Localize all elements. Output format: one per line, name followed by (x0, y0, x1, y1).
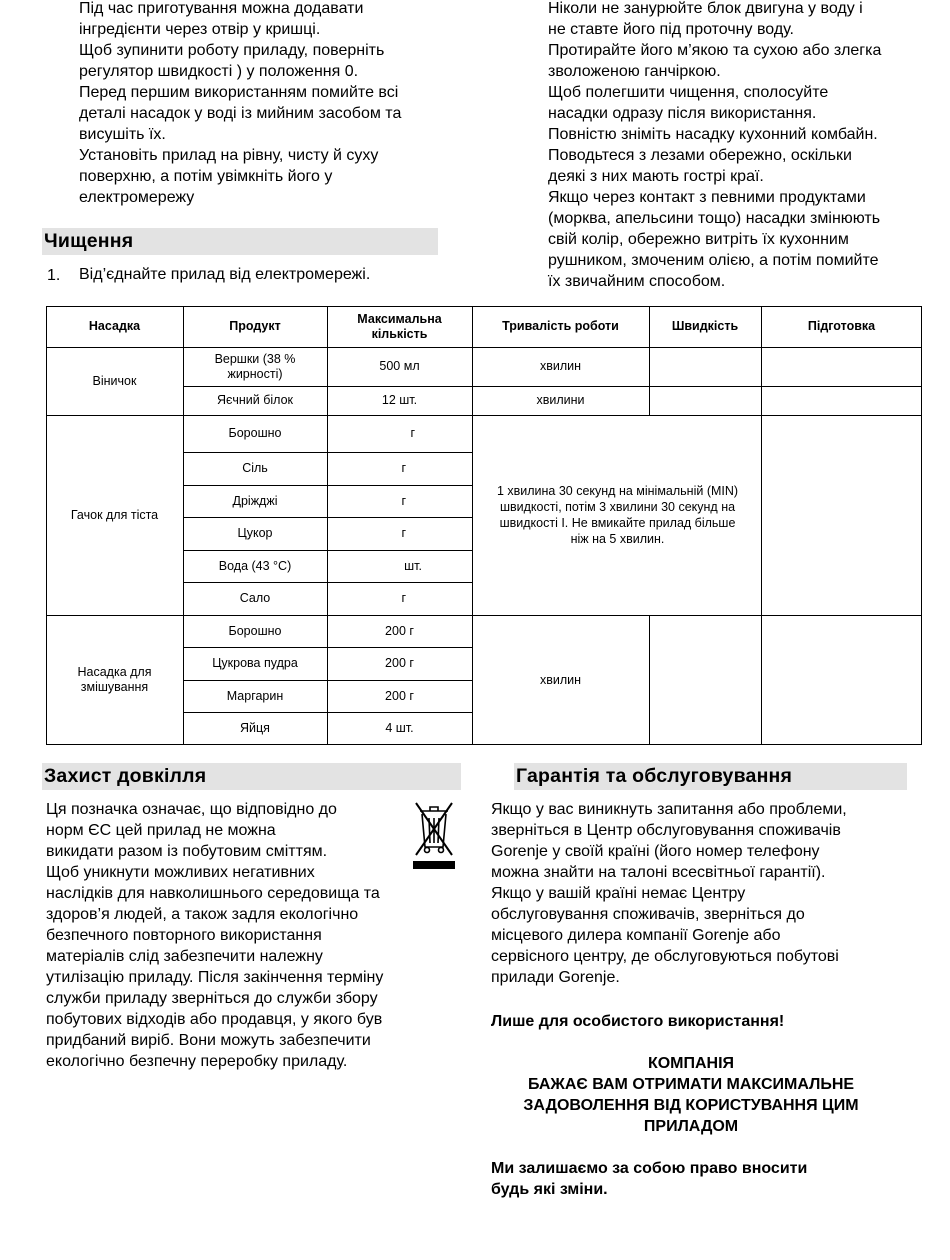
text-line: зволоженою ганчіркою. (548, 63, 721, 80)
text-line: їх звичайним способом. (548, 273, 726, 290)
text-line: норм ЄС цей прилад не можна (46, 822, 276, 839)
text-line: ПРИЛАДОМ (643, 1118, 739, 1135)
personal-use-note: Лише для особистого використання! (491, 1013, 785, 1030)
product-cell: Яйця (240, 721, 270, 735)
quantity-cell: 500 мл (379, 359, 420, 373)
product-cell: Борошно (228, 623, 282, 638)
text-line: свій колір, обережно витріть їх кухонним (548, 231, 849, 248)
company-message (491, 1053, 891, 1137)
text-line: Протирайте його м’якою та сухою або злегка (548, 42, 882, 59)
product-cell: Сіль (242, 461, 268, 475)
text-line: (морква, апельсини тощо) насадки змінюють (548, 210, 881, 227)
text-line: Ніколи не занурюйте блок двигуна у воду і (548, 0, 863, 17)
text-line: рушником, змоченим олією, а потім помийте (548, 252, 879, 269)
product-cell: Цукрова пудра (212, 656, 298, 670)
attachment-name: Гачок для тіста (70, 507, 159, 522)
column-header: Максимальна кількість (357, 311, 442, 341)
quantity-cell: 200 г (385, 623, 414, 638)
quantity-cell: г (401, 493, 406, 508)
product-cell: Цукор (237, 526, 273, 540)
text-line: екологічно безпечну переробку приладу. (46, 1053, 348, 1070)
text-line: безпечного повторного використання (46, 927, 322, 944)
duration-cell: хвилин (539, 359, 582, 373)
text-line: придбаний виріб. Вони можуть забезпечити (46, 1032, 371, 1049)
text-line: обслуговування споживачів, зверніться до (491, 906, 805, 923)
crossed-out-wheelie-bin-icon (410, 799, 458, 874)
usage-table (46, 306, 922, 745)
text-line: регулятор швидкості ) у положення 0. (79, 63, 359, 80)
text-line: Повністю зніміть насадку кухонний комбайн. (548, 126, 878, 143)
text-line: Під час приготування можна додавати (79, 0, 364, 17)
quantity-cell: шт. (404, 558, 422, 573)
text-line: можна знайти на талоні всесвітньої гарантії). (491, 864, 826, 881)
text-line: КОМПАНІЯ (647, 1055, 735, 1072)
text-line: Щоб зупинити роботу приладу, поверніть (79, 42, 385, 59)
attachment-name: Віничок (92, 373, 137, 388)
duration-cell: хвилини (536, 393, 585, 407)
cleaning-step-text: Від’єднайте прилад від електромережі. (79, 266, 371, 283)
product-cell: Сало (239, 591, 271, 605)
quantity-cell: г (401, 591, 406, 605)
text-line: сервісного центру, де обслуговуються побутові (491, 948, 839, 965)
text-line: утилізацію приладу. Після закінчення терміну (46, 969, 384, 986)
text-line: прилади Gorenje. (491, 969, 620, 986)
text-line: Якщо через контакт з певними продуктами (548, 189, 866, 206)
product-cell: Маргарин (226, 688, 284, 703)
duration-cell: хвилин (539, 672, 582, 687)
text-line: БАЖАЄ ВАМ ОТРИМАТИ МАКСИМАЛЬНЕ (527, 1076, 855, 1093)
product-cell: Борошно (228, 426, 282, 440)
column-header: Тривалість роботи (502, 319, 619, 333)
text-line: служби приладу зверніться до служби збору (46, 990, 378, 1007)
text-line: Щоб полегшити чищення, сполосуйте (548, 84, 829, 101)
text-line: Якщо у вас виникнуть запитання або проблеми, (491, 801, 847, 818)
text-line: електромережу (79, 189, 195, 206)
text-line: поверхню, а потім увімкніть його у (79, 168, 333, 185)
quantity-cell: г (410, 426, 415, 440)
column-header: Підготовка (807, 319, 876, 333)
duration-cell: 1 хвилина 30 секунд на мінімальній (MIN) швидкості, потім 3 хвилини 30 секунд на швидкості I. Не вмикайте прилад більше ніж на 5 хвилин. (496, 484, 739, 546)
text-line: Ця позначка означає, що відповідно до (46, 801, 337, 818)
product-cell: Вершки (38 % жирності) (214, 351, 296, 381)
environment-heading: Захист довкілля (42, 763, 461, 790)
text-line: інгредієнти через отвір у кришці. (79, 21, 321, 38)
quantity-cell: г (401, 461, 406, 475)
column-header: Насадка (88, 319, 141, 333)
text-line: деталі насадок у воді із мийним засобом та (79, 105, 402, 122)
product-cell: Вода (43 °C) (218, 558, 292, 573)
list-number: 1. (47, 267, 61, 284)
text-line: матеріалів слід забезпечити належну (46, 948, 323, 965)
product-cell: Дріжджі (232, 493, 278, 508)
text-line: Щоб уникнути можливих негативних (46, 864, 315, 881)
text-line: здоров’я людей, а також задля екологічно (46, 906, 359, 923)
text-line: побутових відходів або продавця, у якого був (46, 1011, 383, 1028)
text-line: не ставте його під проточну воду. (548, 21, 794, 38)
text-line: деякі з них мають гострі краї. (548, 168, 764, 185)
text-line: Перед першим використанням помийте всі (79, 84, 399, 101)
quantity-cell: 200 г (385, 688, 414, 703)
attachment-name: Насадка для змішування (77, 665, 152, 694)
cleaning-heading: Чищення (42, 228, 438, 255)
quantity-cell: 4 шт. (385, 721, 414, 735)
quantity-cell: 200 г (385, 656, 414, 670)
text-line: Якщо у вашій країні немає Центру (491, 885, 746, 902)
text-line: місцевого дилера компанії Gorenje або (491, 927, 781, 944)
column-header: Швидкість (671, 319, 739, 333)
text-line: зверніться в Центр обслуговування споживачів (491, 822, 841, 839)
text-line: висушіть їх. (79, 126, 166, 143)
text-line: наслідків для навколишнього середовища та (46, 885, 380, 902)
rights-note-line: будь які зміни. (491, 1181, 608, 1198)
rights-note-line: Ми залишаємо за собою право вносити (491, 1160, 808, 1177)
text-line: ЗАДОВОЛЕННЯ ВІД КОРИСТУВАННЯ ЦИМ (523, 1097, 859, 1114)
text-line: насадки одразу після використання. (548, 105, 817, 122)
text-line: Поводьтеся з лезами обережно, оскільки (548, 147, 852, 164)
text-line: викидати разом із побутовим сміттям. (46, 843, 328, 860)
column-header: Продукт (229, 319, 281, 333)
quantity-cell: 12 шт. (381, 393, 418, 407)
text-line: Установіть прилад на рівну, чисту й суху (79, 147, 379, 164)
warranty-heading: Гарантія та обслуговування (514, 763, 907, 790)
text-line: Gorenje у своїй країні (його номер телефону (491, 843, 820, 860)
quantity-cell: г (401, 526, 406, 540)
product-cell: Яєчний білок (216, 393, 294, 407)
